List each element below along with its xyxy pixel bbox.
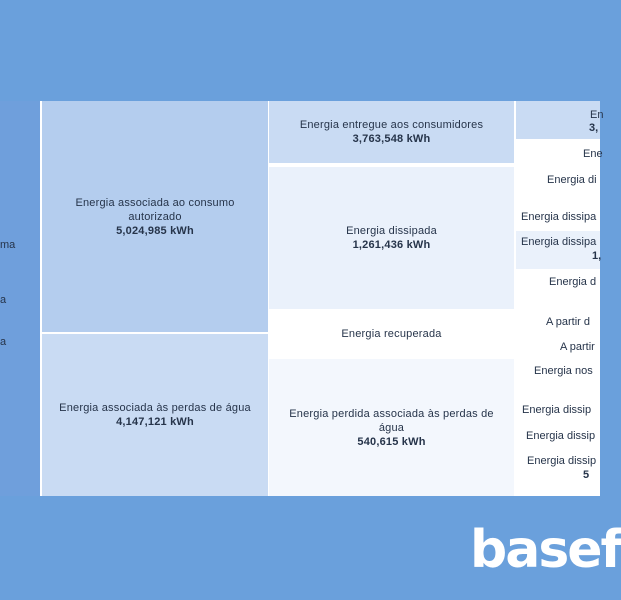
energia-dissipada-node[interactable] xyxy=(269,167,514,309)
perdas-de-agua-node[interactable] xyxy=(42,334,268,496)
root-node-label-2: a xyxy=(0,294,7,306)
col3-label-2: Ene xyxy=(583,148,603,160)
col3-label-5: Energia dissipa xyxy=(521,236,597,248)
node-value: 3,763,548 kWh xyxy=(352,133,431,145)
col3-label-12: Energia dissip xyxy=(527,455,597,467)
col3-label-7: A partir d xyxy=(546,316,591,328)
brand-logo: basef xyxy=(470,520,621,580)
col3-label-4: Energia dissipa xyxy=(521,211,597,223)
col3-label-1: En xyxy=(590,109,604,121)
col3-label-3: Energia di xyxy=(547,174,597,186)
node-label: Energia entregue aos consumidores xyxy=(299,119,484,131)
node-label: Energia perdida associada às perdas de água xyxy=(289,407,494,434)
col3-label-10: Energia dissip xyxy=(522,404,592,416)
col3-label-9: Energia nos xyxy=(534,365,593,377)
col3-label-11: Energia dissip xyxy=(526,430,596,442)
node-value: 540,615 kWh xyxy=(357,435,426,448)
energy-flow-diagram xyxy=(0,101,604,496)
node-label: Energia associada às perdas de água xyxy=(59,402,251,414)
node-value: 5,024,985 kWh xyxy=(116,224,194,237)
col3-label-6: Energia d xyxy=(549,276,597,288)
col3-label-8: A partir xyxy=(560,341,595,353)
col3-value-1: 3, xyxy=(589,122,599,134)
root-node xyxy=(0,101,41,496)
node-value: 1,261,436 kWh xyxy=(352,239,431,251)
col3-value-5: 1, xyxy=(592,250,602,262)
node-label: Energia recuperada xyxy=(341,328,442,340)
col3-value-12: 5 xyxy=(583,469,590,481)
consumo-autorizado-node[interactable] xyxy=(42,101,268,333)
energia-recuperada-node[interactable] xyxy=(269,309,514,359)
col3-node-1[interactable] xyxy=(516,101,600,139)
node-value: 4,147,121 kWh xyxy=(116,416,194,428)
energia-perdida-node[interactable] xyxy=(269,359,514,496)
node-label: Energia associada ao consumo autorizado xyxy=(75,196,235,223)
root-node-label-1: ma xyxy=(0,239,16,251)
energia-entregue-node[interactable] xyxy=(269,101,514,165)
root-node-label-3: a xyxy=(0,336,7,348)
node-label: Energia dissipada xyxy=(346,225,437,237)
